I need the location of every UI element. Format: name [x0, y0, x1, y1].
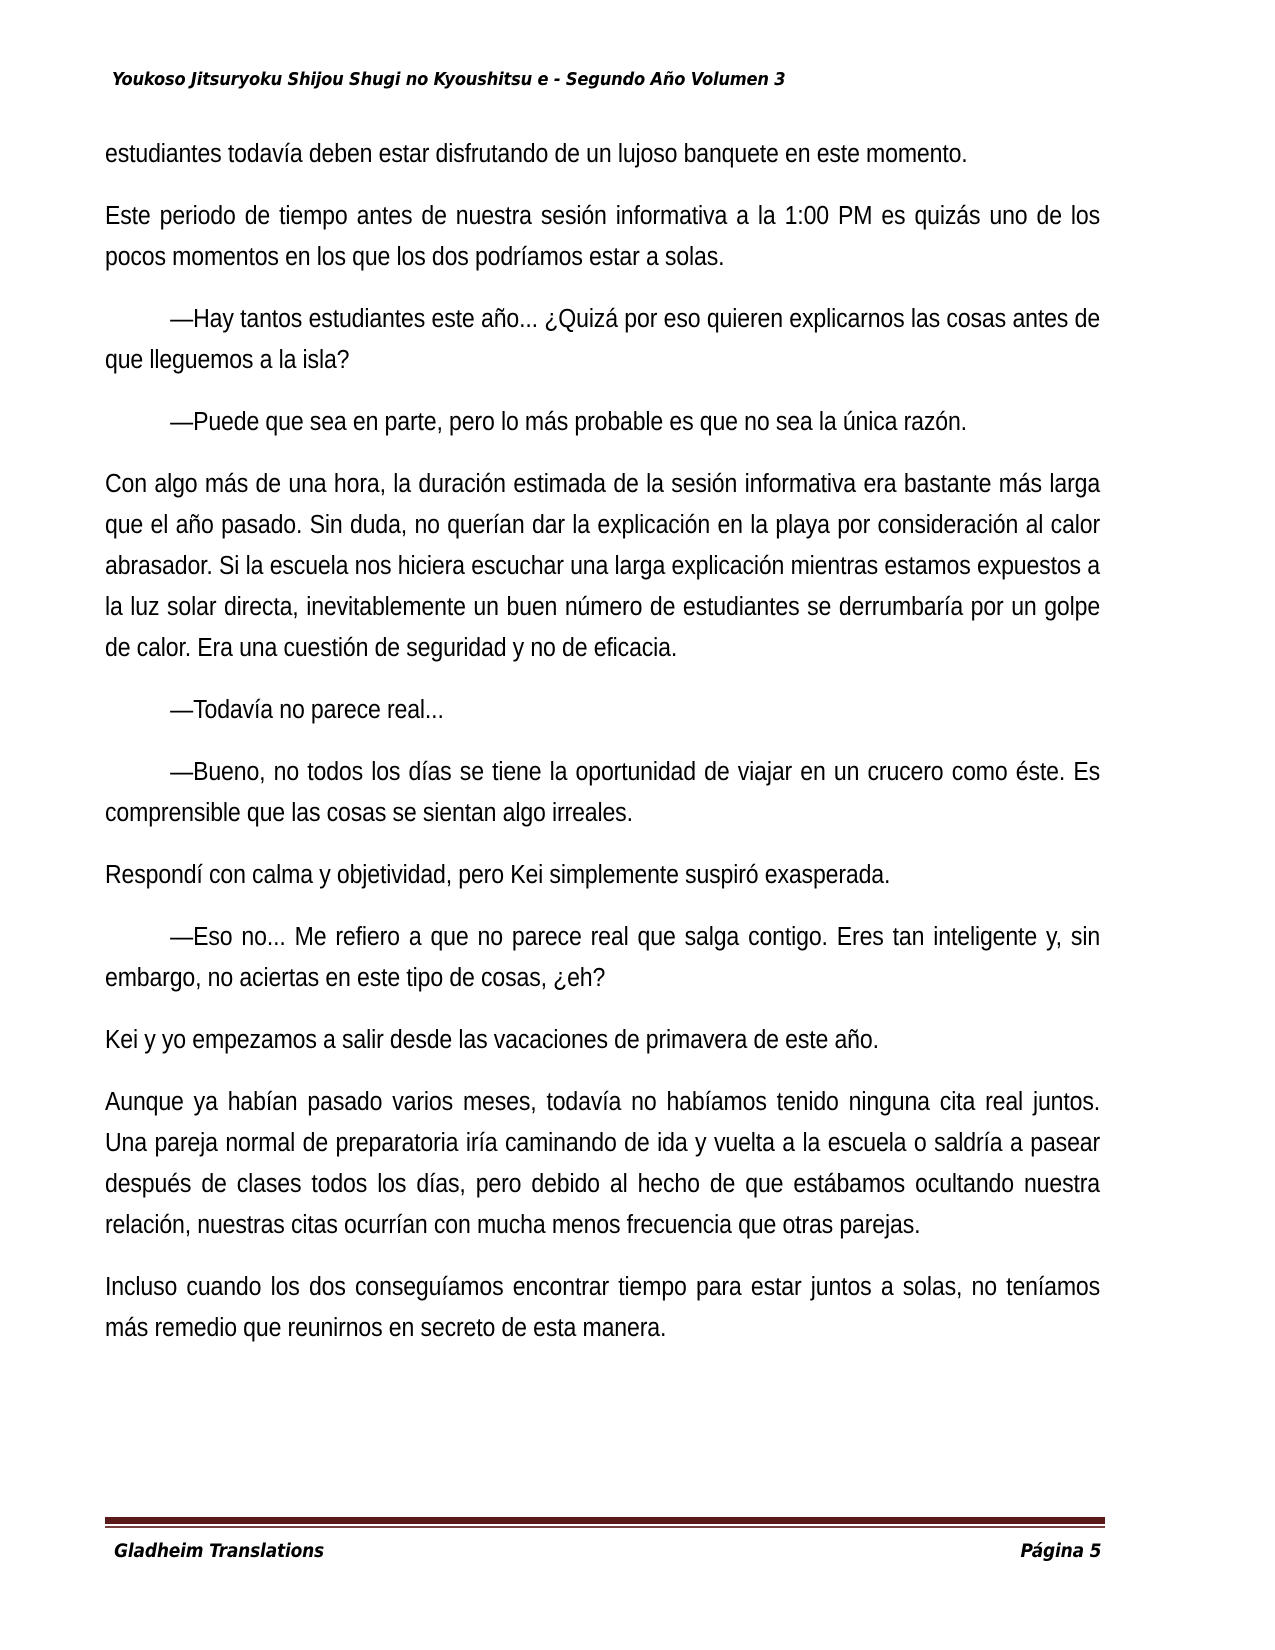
paragraph: Respondí con calma y objetividad, pero Kei simplemente suspiró exasperada.	[105, 861, 891, 889]
running-header	[112, 70, 1162, 96]
footer-rule-thick	[105, 1517, 1105, 1524]
paragraph: Con algo más de una hora, la duración estimada de la sesión informativa era bastante más larga que el año pasado. Sin duda, no querían dar la explicación en la playa por consideración al calor abrasador. Si la escuela nos hiciera escuchar una larga explicación mientras estamos expuestos a la luz solar directa, inevitablemente un buen número de estudiantes se derrumbaría por un golpe de calor. Era una cuestión de seguridad y no de eficacia.	[105, 470, 1101, 662]
footer-translator-credit: Gladheim Translations	[114, 1541, 324, 1562]
page-footer	[105, 1517, 1105, 1562]
paragraph-dialogue: —Bueno, no todos los días se tiene la oportunidad de viajar en un crucero como éste. Es comprensible que las cosas se sientan algo irreales.	[105, 758, 1101, 827]
header-title: Youkoso Jitsuryoku Shijou Shugi no Kyoushitsu e - Segundo Año Volumen 3	[112, 70, 786, 90]
paragraph-dialogue: —Puede que sea en parte, pero lo más probable es que no sea la única razón.	[170, 408, 967, 436]
paragraph: Kei y yo empezamos a salir desde las vacaciones de primavera de este año.	[105, 1026, 879, 1054]
paragraph-dialogue: —Hay tantos estudiantes este año... ¿Quizá por eso quieren explicarnos las cosas antes de que lleguemos a la isla?	[105, 305, 1101, 374]
paragraph: estudiantes todavía deben estar disfrutando de un lujoso banquete en este momento.	[105, 140, 968, 168]
body-text-column	[105, 134, 1100, 1349]
paragraph: Incluso cuando los dos conseguíamos encontrar tiempo para estar juntos a solas, no teníamos más remedio que reunirnos en secreto de esta manera.	[105, 1273, 1101, 1342]
footer-page-number: Página 5	[1020, 1541, 1102, 1562]
footer-rule-thin	[105, 1526, 1105, 1528]
paragraph-dialogue: —Todavía no parece real...	[170, 696, 444, 724]
paragraph-dialogue: —Eso no... Me refiero a que no parece real que salga contigo. Eres tan inteligente y, sin embargo, no aciertas en este tipo de cosas, ¿eh?	[105, 923, 1101, 992]
footer-row	[105, 1541, 1105, 1562]
paragraph: Este periodo de tiempo antes de nuestra sesión informativa a la 1:00 PM es quizás uno de los pocos momentos en los que los dos podríamos estar a solas.	[105, 202, 1101, 271]
paragraph: Aunque ya habían pasado varios meses, todavía no habíamos tenido ninguna cita real juntos. Una pareja normal de preparatoria iría caminando de ida y vuelta a la escuela o saldría a pasear después de clases todos los días, pero debido al hecho de que estábamos ocultando nuestra relación, nuestras citas ocurrían con mucha menos frecuencia que otras parejas.	[105, 1088, 1101, 1239]
